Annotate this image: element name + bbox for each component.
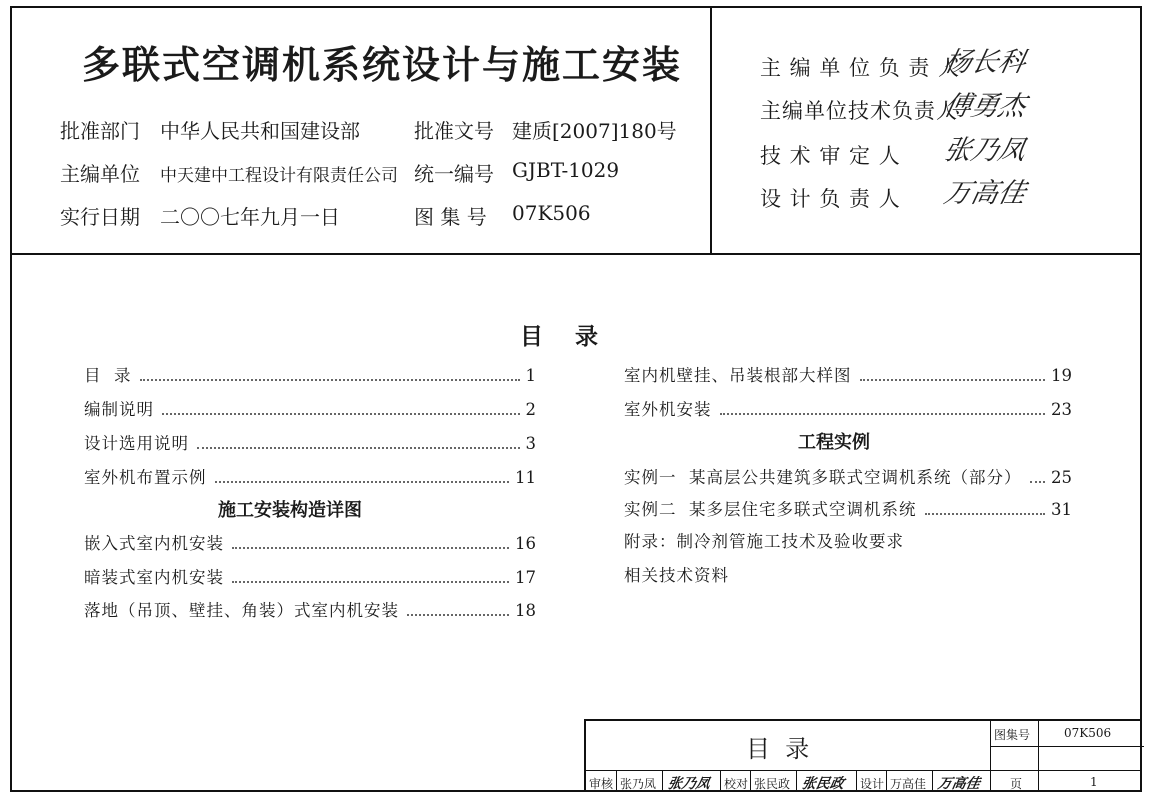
checker-signature: 张民政	[800, 776, 846, 792]
toc-entry-label: 实例一 某高层公共建筑多联式空调机系统（部分）	[624, 468, 1022, 487]
toc-entry[interactable]	[84, 564, 536, 586]
toc-section-construction: 施工安装构造详图	[218, 500, 362, 521]
toc-entry[interactable]	[84, 362, 536, 384]
cell-divider	[932, 770, 933, 792]
toc-entry-page: 3	[525, 434, 536, 453]
toc-entry[interactable]	[624, 464, 1072, 486]
toc-entry-page: 31	[1051, 500, 1072, 519]
approval-doc-label: 批准文号	[414, 119, 494, 143]
tech-reviewer-signature: 张乃凤	[941, 135, 1029, 166]
title-block-hline	[586, 770, 1142, 771]
toc-entry[interactable]	[624, 362, 1072, 384]
page-value: 1	[1090, 775, 1098, 789]
toc-leader	[162, 413, 520, 415]
designer-name: 万高佳	[890, 777, 927, 791]
toc-entry-page: 18	[515, 601, 536, 620]
approval-dept-label: 批准部门	[60, 119, 140, 143]
atlas-number-label: 图 集 号	[414, 205, 487, 229]
toc-leader	[925, 513, 1046, 515]
title-block-hline	[990, 746, 1144, 747]
toc-entry-page: 19	[1051, 366, 1072, 385]
toc-entry-page: 2	[525, 400, 536, 419]
cell-divider	[886, 770, 887, 792]
toc-entry[interactable]	[624, 396, 1072, 418]
unified-number-label: 统一编号	[414, 162, 494, 186]
check-label: 校对	[724, 777, 749, 791]
toc-entry-label: 目 录	[84, 366, 132, 385]
toc-entry-label: 暗装式室内机安装	[84, 568, 224, 587]
effective-date-value: 二〇〇七年九月一日	[160, 205, 340, 229]
design-head-role: 设 计 负 责 人	[760, 187, 901, 211]
toc-title: 目 录	[520, 324, 599, 350]
cell-divider	[856, 770, 857, 792]
effective-date-label: 实行日期	[60, 205, 140, 229]
toc-entry-page: 11	[515, 468, 536, 487]
toc-entry-page: 1	[525, 366, 536, 385]
toc-entry-page: 16	[515, 534, 536, 553]
header-divider	[10, 253, 1142, 255]
atlas-no-value: 07K506	[1064, 726, 1112, 740]
toc-entry-label: 设计选用说明	[84, 434, 189, 453]
cell-divider	[720, 770, 721, 792]
unified-number-value: GJBT-1029	[512, 158, 620, 182]
cell-divider	[796, 770, 797, 792]
title-block-vline	[1038, 721, 1039, 792]
toc-entry-page: 17	[515, 568, 536, 587]
toc-entry[interactable]	[84, 597, 536, 619]
chief-unit-label: 主编单位	[60, 162, 140, 186]
chief-tech-head-role: 主编单位技术负责人	[760, 99, 958, 123]
toc-leader	[1030, 481, 1046, 483]
toc-entry[interactable]	[84, 464, 536, 486]
cell-divider	[662, 770, 663, 792]
toc-leader	[215, 481, 510, 483]
toc-entry-references[interactable]: 相关技术资料	[624, 566, 729, 585]
chief-unit-head-signature: 杨长科	[941, 47, 1029, 78]
approval-dept-value: 中华人民共和国建设部	[160, 119, 360, 143]
toc-entry-label: 落地（吊顶、壁挂、角装）式室内机安装	[84, 601, 399, 620]
toc-entry-label: 室内机壁挂、吊装根部大样图	[624, 366, 852, 385]
toc-leader	[407, 614, 509, 616]
toc-entry[interactable]	[624, 496, 1072, 518]
toc-leader	[140, 379, 520, 381]
toc-entry-label: 室外机安装	[624, 400, 712, 419]
chief-unit-head-role: 主 编 单 位 负 责 人	[760, 56, 961, 80]
title-block-vline	[990, 721, 991, 792]
toc-entry-page: 25	[1051, 468, 1072, 487]
atlas-title: 多联式空调机系统设计与施工安装	[82, 43, 683, 87]
atlas-number-value: 07K506	[512, 201, 591, 225]
chief-tech-head-signature: 傅勇杰	[941, 91, 1029, 122]
toc-entry[interactable]	[84, 530, 536, 552]
toc-leader	[232, 547, 509, 549]
toc-leader	[232, 581, 509, 583]
design-label: 设计	[860, 777, 885, 791]
checker-name: 张民政	[754, 777, 791, 791]
cell-divider	[616, 770, 617, 792]
reviewer-name: 张乃凤	[620, 777, 657, 791]
toc-leader	[197, 447, 520, 449]
chief-unit-value: 中天建中工程设计有限责任公司	[160, 166, 398, 186]
designer-signature: 万高佳	[936, 776, 982, 792]
reviewer-signature: 张乃凤	[666, 776, 712, 792]
approval-doc-value: 建质[2007]180号	[512, 119, 677, 143]
toc-entry-label: 编制说明	[84, 400, 154, 419]
toc-entry[interactable]	[84, 430, 536, 452]
cell-divider	[750, 770, 751, 792]
review-label: 审核	[589, 777, 614, 791]
toc-leader	[860, 379, 1046, 381]
toc-entry-label: 嵌入式室内机安装	[84, 534, 224, 553]
title-block-name: 目 录	[746, 735, 810, 763]
toc-entry-page: 23	[1051, 400, 1072, 419]
tech-reviewer-role: 技 术 审 定 人	[760, 144, 901, 168]
toc-entry-label: 实例二 某多层住宅多联式空调机系统	[624, 500, 917, 519]
toc-leader	[720, 413, 1046, 415]
page-label: 页	[1010, 777, 1023, 791]
toc-section-examples: 工程实例	[798, 432, 870, 453]
title-block	[584, 719, 1142, 792]
design-head-signature: 万高佳	[941, 178, 1029, 209]
header-split	[710, 6, 712, 255]
toc-entry-label: 室外机布置示例	[84, 468, 207, 487]
toc-entry-appendix[interactable]: 附录：制冷剂管施工技术及验收要求	[624, 532, 904, 551]
toc-entry[interactable]	[84, 396, 536, 418]
atlas-no-label: 图集号	[994, 728, 1031, 742]
